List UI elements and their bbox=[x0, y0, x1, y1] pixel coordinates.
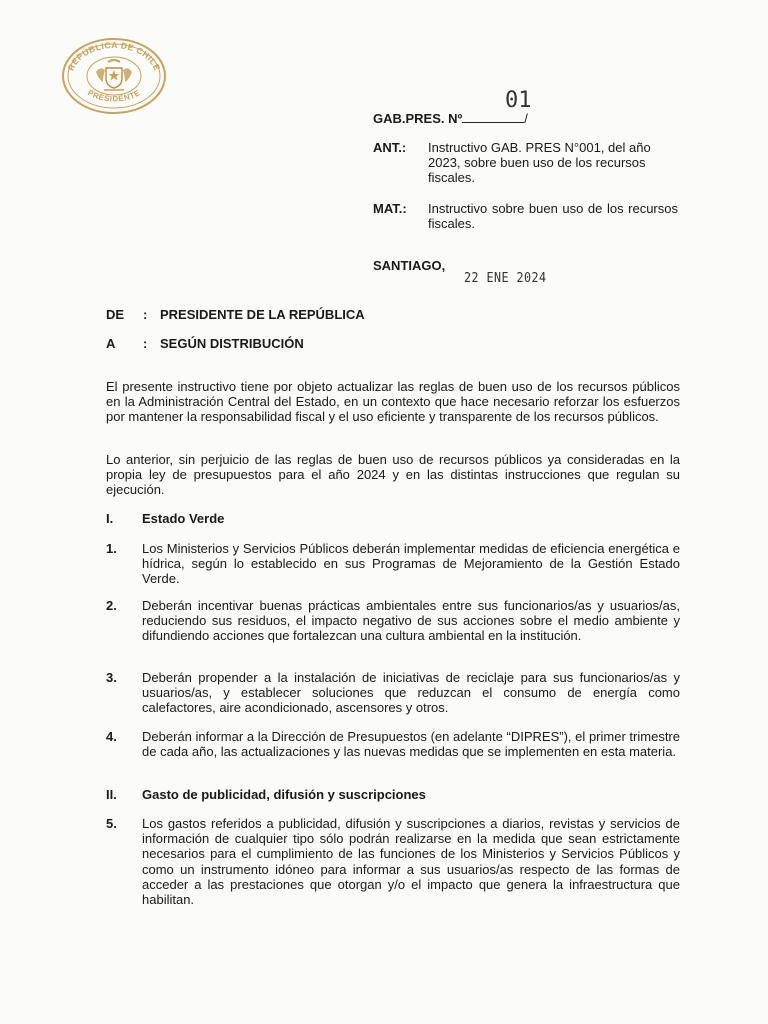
section-title-2: Gasto de publicidad, difusión y suscripciones bbox=[142, 787, 426, 802]
item-text: Deberán propender a la instalación de iniciativas de reciclaje para sus funcionarios/as y usuarios/as, y establecer soluciones que reduzcan el consumo de energía como calefactores, aire acondicionado, ascensores y otros. bbox=[142, 670, 680, 716]
item-number: 4. bbox=[106, 729, 117, 744]
ant-text: Instructivo GAB. PRES N°001, del año 2023, sobre buen uso de los recursos fiscales. bbox=[428, 140, 651, 185]
item-text: Los Ministerios y Servicios Públicos deberán implementar medidas de eficiencia energética e hídrica, según lo establecido en sus Programas de Mejoramiento de la Gestión Estado Verde. bbox=[142, 541, 680, 587]
mat-label: MAT.: bbox=[373, 201, 407, 216]
de-value: PRESIDENTE DE LA REPÚBLICA bbox=[160, 307, 365, 322]
intro-paragraph-1: El presente instructivo tiene por objeto actualizar las reglas de buen uso de los recursos públicos en la Administración Central del Estado, en un contexto que hace necesario reforzar los esfuerzos por mantener la responsabilidad fiscal y el uso eficiente y transparente de los recursos públicos. bbox=[106, 379, 680, 425]
item-number: 5. bbox=[106, 816, 117, 831]
gab-pres-label: GAB.PRES. Nº bbox=[373, 111, 463, 126]
gab-pres-line bbox=[373, 111, 528, 126]
section-numeral-1: I. bbox=[106, 511, 114, 526]
section-title-1: Estado Verde bbox=[142, 511, 225, 526]
a-colon: : bbox=[143, 336, 148, 351]
document-number-handwritten: 01 bbox=[505, 88, 532, 113]
intro-paragraph-2: Lo anterior, sin perjuicio de las reglas de buen uso de recursos públicos ya consideradas en la propia ley de presupuestos para el año 2024 y en las distintas instrucciones que regulan su ejecución. bbox=[106, 452, 680, 498]
mat-text: Instructivo sobre buen uso de los recursos fiscales. bbox=[428, 201, 678, 231]
de-colon: : bbox=[143, 307, 148, 322]
seal-bottom-text: PRESIDENTE bbox=[86, 88, 142, 104]
date-stamp: 22 ENE 2024 bbox=[464, 271, 547, 286]
gab-pres-blank bbox=[462, 111, 524, 123]
presidential-seal bbox=[60, 36, 168, 116]
item-text: Deberán informar a la Dirección de Presupuestos (en adelante “DIPRES”), el primer trimestre de cada año, las actualizaciones y las nuevas medidas que se implementen en esta materia. bbox=[142, 729, 680, 760]
item-number: 3. bbox=[106, 670, 117, 685]
section-numeral-2: II. bbox=[106, 787, 117, 802]
ant-label: ANT.: bbox=[373, 140, 407, 155]
a-value: SEGÚN DISTRIBUCIÓN bbox=[160, 336, 304, 351]
santiago-label: SANTIAGO, bbox=[373, 258, 446, 273]
seal-top-text: REPÚBLICA DE CHILE bbox=[65, 39, 163, 73]
item-number: 1. bbox=[106, 541, 117, 556]
de-label: DE bbox=[106, 307, 125, 322]
a-label: A bbox=[106, 336, 116, 351]
gab-pres-slash: / bbox=[524, 111, 528, 126]
item-text: Deberán incentivar buenas prácticas ambientales entre sus funcionarios/as y usuarios/as, reduciendo sus residuos, el impacto negativo de sus acciones sobre el medio ambiente y difundiendo acciones que fortalezcan una cultura ambiental en la institución. bbox=[142, 598, 680, 644]
item-number: 2. bbox=[106, 598, 117, 613]
item-text: Los gastos referidos a publicidad, difusión y suscripciones a diarios, revistas y servicios de información de cualquier tipo sólo podrán realizarse en la medida que sean estrictamente necesarios para el cumplimiento de las funciones de los Ministerios y Servicios Públicos y como un instrumento idóneo para informar a sus usuarios/as respecto de las formas de acceder a las prestaciones que otorgan y/o el impacto que genera la infraestructura que habilitan. bbox=[142, 816, 680, 908]
